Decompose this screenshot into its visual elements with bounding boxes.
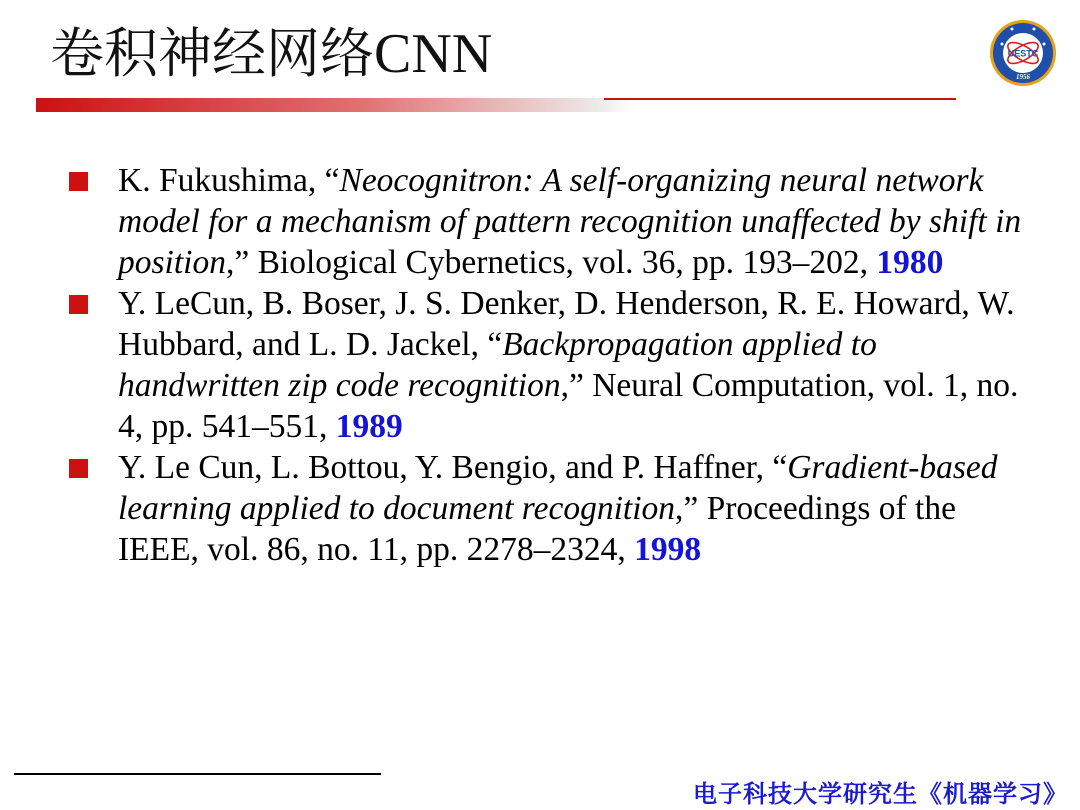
title-underline (36, 98, 956, 112)
reference-authors: Y. LeCun, B. Boser, J. S. Denker, D. Henderson, R. E. Howard, W. Hubbard, and L. D. Jackel, “ (118, 285, 1015, 363)
reference-venue: ,” Neural Computation, vol. 1, no. 4, pp. 541–551, (118, 367, 1019, 445)
reference-authors: K. Fukushima, “ (118, 162, 340, 199)
reference-authors: Y. Le Cun, L. Bottou, Y. Bengio, and P. Haffner, “ (118, 449, 788, 486)
bullet-square-icon (69, 459, 88, 478)
uestc-logo (988, 18, 1058, 88)
bullet-square-icon (69, 172, 88, 191)
footer-course-title: 电子科技大学研究生《机器学习》 (693, 779, 1068, 808)
reference-year: 1989 (335, 408, 403, 445)
bullet-square-icon (69, 295, 88, 314)
reference-year: 1980 (876, 244, 944, 281)
logo-year: 1956 (1016, 73, 1030, 81)
reference-item (66, 283, 1026, 447)
reference-list (66, 160, 1026, 570)
reference-year: 1998 (634, 531, 702, 568)
reference-venue: ,” Proceedings of the IEEE, vol. 86, no. 11, pp. 2278–2324, (118, 490, 956, 568)
footer-divider (14, 773, 381, 775)
reference-paper-title: Neocognitron: A self-organizing neural network model for a mechanism of pattern recognition unaffected by shift in position (118, 162, 1022, 281)
logo-text: UESTC (1007, 48, 1039, 59)
slide-title-cn: 卷积神经网络 (50, 22, 374, 85)
slide-title-latin: CNN (374, 23, 493, 85)
reference-venue: ,” Biological Cybernetics, vol. 36, pp. 193–202, (225, 244, 877, 281)
reference-paper-title: Backpropagation applied to handwritten zip code recognition (118, 326, 877, 404)
reference-item (66, 160, 1026, 283)
reference-paper-title: Gradient-based learning applied to document recognition (118, 449, 998, 527)
reference-item (66, 447, 1026, 570)
slide-title (50, 18, 492, 90)
